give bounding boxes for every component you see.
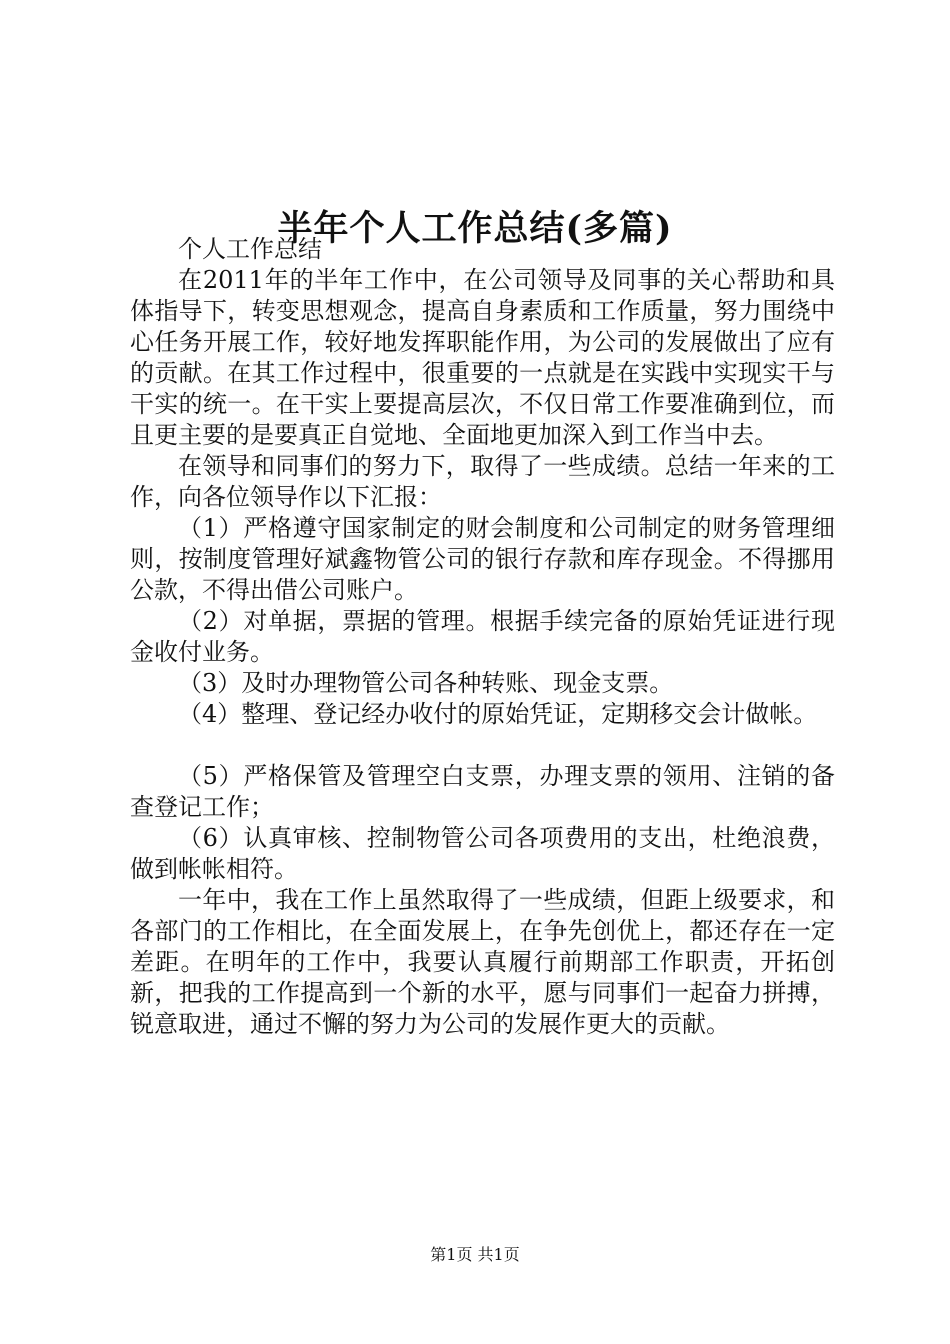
list-item-1: （1）严格遵守国家制定的财会制度和公司制定的财务管理细则，按制度管理好斌鑫物管公司的银行存款和库存现金。不得挪用公款，不得出借公司账户。 [130,514,835,604]
list-item-5: （5）严格保管及管理空白支票，办理支票的领用、注销的备查登记工作； [130,762,835,821]
page-number-footer: 第1页 共1页 [430,1245,520,1264]
paragraph-intro: 在2011年的半年工作中，在公司领导及同事的关心帮助和具体指导下，转变思想观念，提高自身素质和工作质量，努力围绕中心任务开展工作，较好地发挥职能作用，为公司的发展做出了应有的贡献。在其工作过程中，很重要的一点就是在实践中实现实干与干实的统一。在干实上要提高层次，不仅日常工作要准确到位，而且更主要的是要真正自觉地、全面地更加深入到工作当中去。 [130,266,835,449]
list-item-4: （4）整理、登记经办收付的原始凭证，定期移交会计做帐。 [178,700,818,728]
paragraph-report-lead: 在领导和同事们的努力下，取得了一些成绩。总结一年来的工作，向各位领导作以下汇报： [130,452,835,511]
document-body [130,234,835,1040]
document-title: 半年个人工作总结(多篇) [277,208,673,250]
paragraph-conclusion: 一年中，我在工作上虽然取得了一些成绩，但距上级要求，和各部门的工作相比，在全面发展上，在争先创优上，都还存在一定差距。在明年的工作中，我要认真履行前期部工作职责，开拓创新，把我的工作提高到一个新的水平，愿与同事们一起奋力拼搏，锐意取进，通过不懈的努力为公司的发展作更大的贡献。 [130,886,835,1038]
list-item-3: （3）及时办理物管公司各种转账、现金支票。 [178,669,674,697]
section-heading: 个人工作总结 [178,235,322,263]
list-item-2: （2）对单据，票据的管理。根据手续完备的原始凭证进行现金收付业务。 [130,607,835,666]
list-item-6: （6）认真审核、控制物管公司各项费用的支出，杜绝浪费，做到帐帐相符。 [130,824,835,883]
